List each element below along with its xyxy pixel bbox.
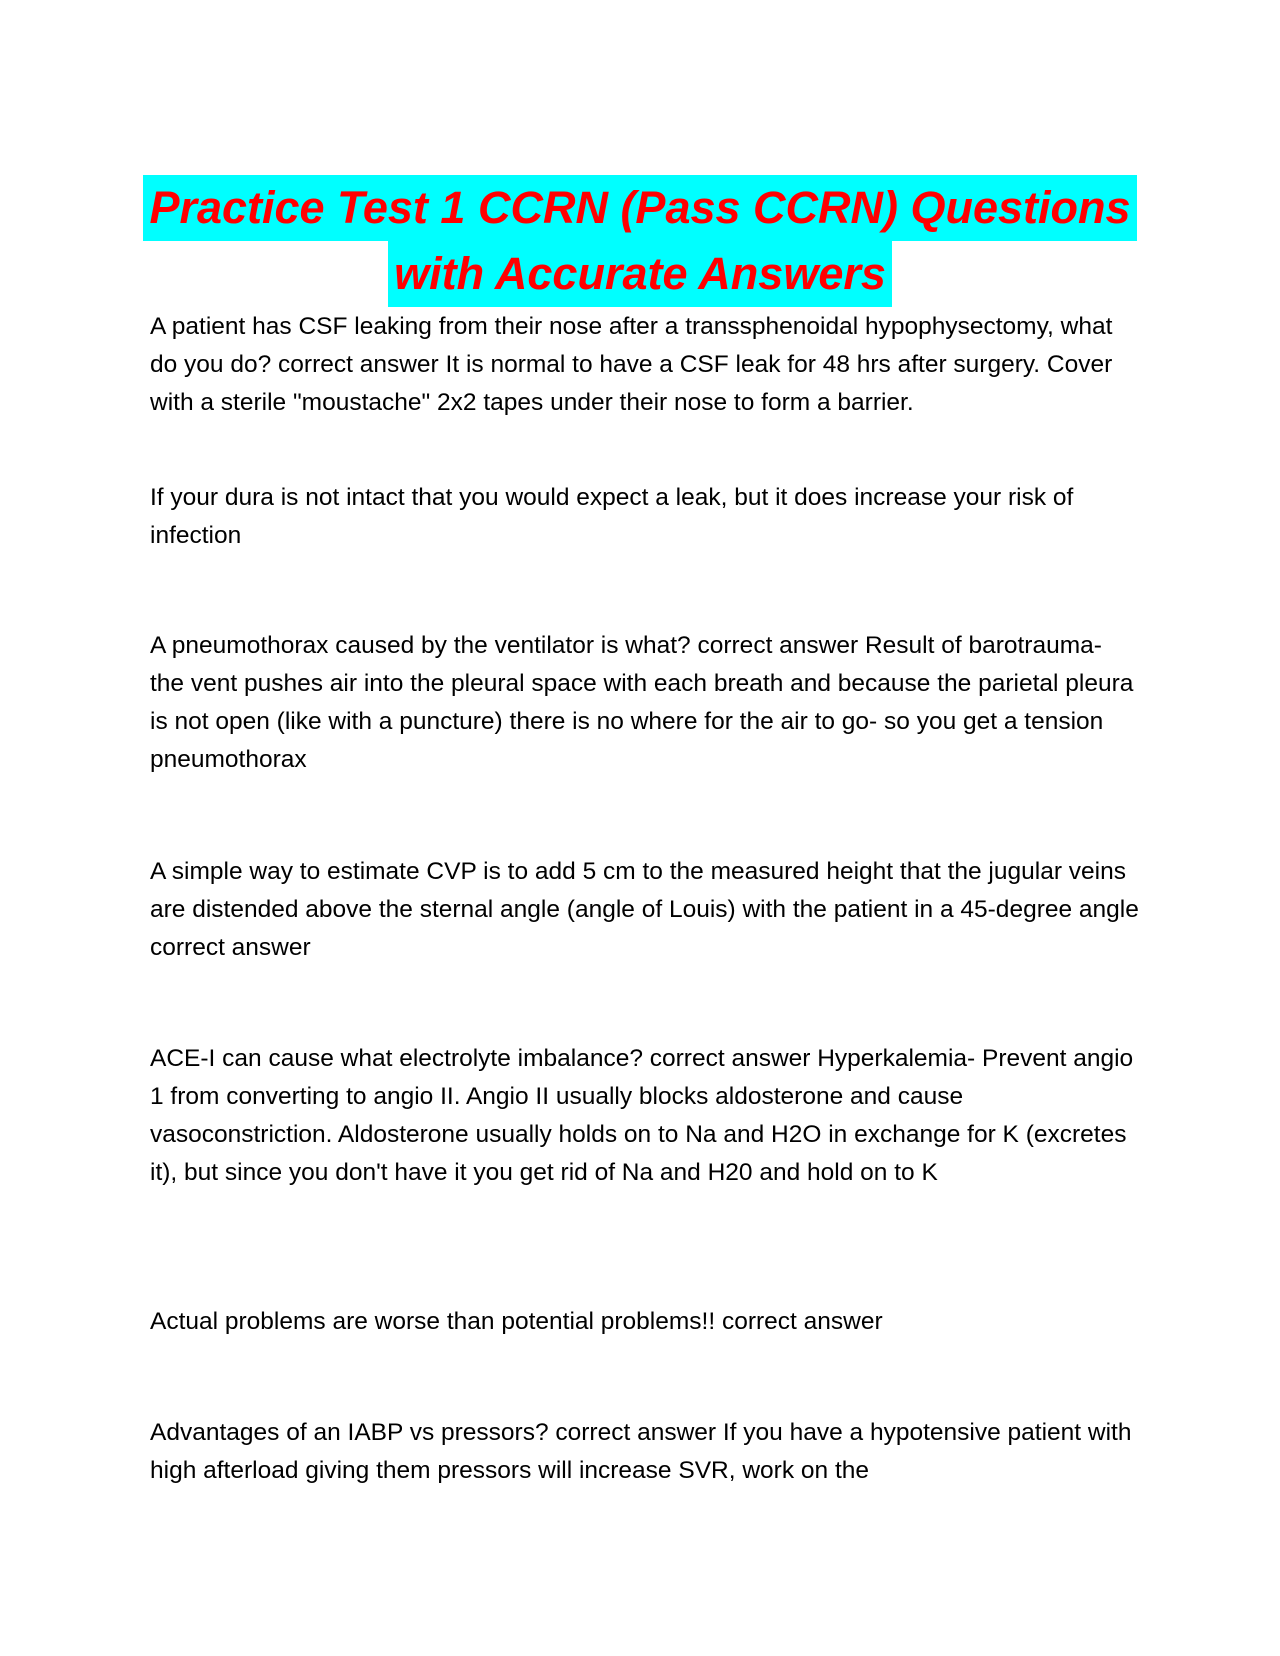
paragraph-cvp <box>150 853 1140 967</box>
title-line-1: Practice Test 1 CCRN (Pass CCRN) Questions <box>143 175 1136 241</box>
paragraph-dura <box>150 479 1140 555</box>
title-line-2: with Accurate Answers <box>388 241 892 307</box>
paragraph-iabp <box>150 1414 1140 1490</box>
paragraph-pneumothorax <box>150 627 1140 779</box>
paragraph-csf-leak <box>150 308 1140 422</box>
paragraph-text: ACE-I can cause what electrolyte imbalance? correct answer Hyperkalemia- Prevent angio 1 from converting to angio II. Angio II usually blocks aldosterone and cause vasoconstriction. Aldosterone usually holds on to Na and H2O in exchange for K (excretes it), but since you don't have it you get rid of Na and H20 and hold on to K <box>150 1045 1134 1186</box>
paragraph-text: A patient has CSF leaking from their nose after a transsphenoidal hypophysectomy, what do you do? correct answer It is normal to have a CSF leak for 48 hrs after surgery. Cover with a sterile "moustache" 2x2 tapes under their nose to form a barrier. <box>150 313 1113 416</box>
document-title <box>140 175 1140 307</box>
paragraph-actual-problems <box>150 1303 1140 1341</box>
paragraph-ace-i <box>150 1040 1140 1192</box>
paragraph-text: Actual problems are worse than potential problems!! correct answer <box>150 1308 883 1335</box>
paragraph-text: A simple way to estimate CVP is to add 5 cm to the measured height that the jugular veins are distended above the sternal angle (angle of Louis) with the patient in a 45-degree angle correct answer <box>150 858 1139 961</box>
paragraph-text: Advantages of an IABP vs pressors? correct answer If you have a hypotensive patient with high afterload giving them pressors will increase SVR, work on the <box>150 1419 1132 1484</box>
paragraph-text: If your dura is not intact that you would expect a leak, but it does increase your risk of infection <box>150 484 1074 549</box>
paragraph-text: A pneumothorax caused by the ventilator is what? correct answer Result of barotrauma- the vent pushes air into the pleural space with each breath and because the parietal pleura is not open (like with a puncture) there is no where for the air to go- so you get a tension pneumothorax <box>150 632 1134 773</box>
